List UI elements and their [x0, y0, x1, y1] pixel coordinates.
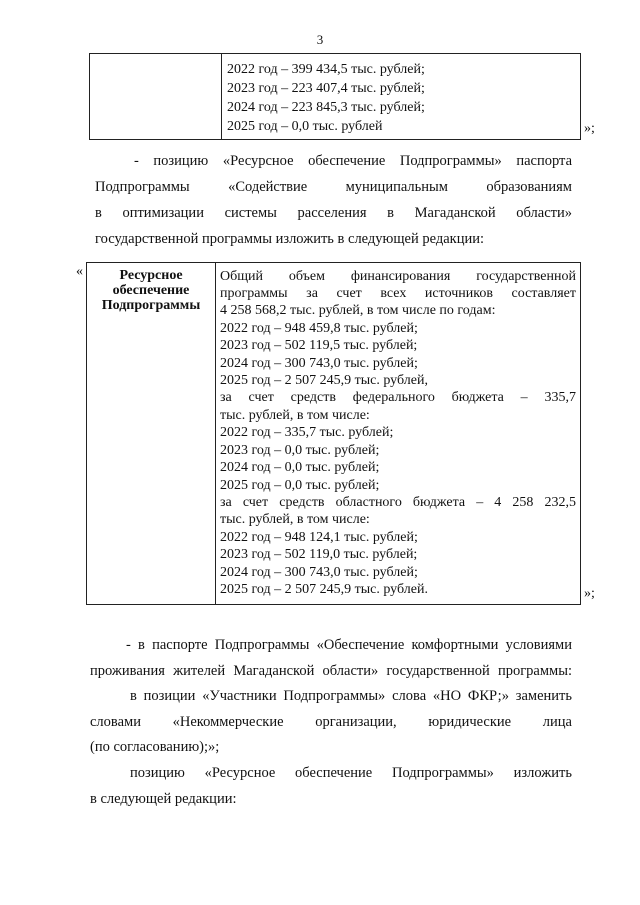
table2-line: 2025 год – 2 507 245,9 тыс. рублей.	[220, 582, 428, 597]
table1-left-cell	[89, 53, 222, 140]
table1-line: 2024 год – 223 845,3 тыс. рублей;	[227, 100, 425, 115]
paragraph-line: в оптимизации системы расселения в Магаданской области»	[95, 205, 572, 221]
table2-line: тыс. рублей, в том числе:	[220, 408, 370, 423]
table2-line: 2023 год – 0,0 тыс. рублей;	[220, 443, 380, 458]
table1-closing-quote: »;	[584, 121, 595, 136]
table2-line: 2024 год – 300 743,0 тыс. рублей;	[220, 356, 418, 371]
table2-line: Общий объем финансирования государственной	[220, 269, 576, 284]
paragraph-line: государственной программы изложить в следующей редакции:	[95, 231, 485, 247]
paragraph-line: - позицию «Ресурсное обеспечение Подпрограммы» паспорта	[134, 153, 572, 169]
table2-line: 2022 год – 335,7 тыс. рублей;	[220, 425, 394, 440]
table2-line: 2025 год – 2 507 245,9 тыс. рублей,	[220, 373, 428, 388]
table2-label-cell	[86, 262, 216, 605]
table2-opening-quote: «	[76, 264, 83, 279]
table2-line: 2024 год – 300 743,0 тыс. рублей;	[220, 565, 418, 580]
table2-value-cell	[215, 262, 581, 605]
paragraph-line: Подпрограммы «Содействие муниципальным образованиям	[95, 179, 572, 195]
table2-line: 2023 год – 502 119,0 тыс. рублей;	[220, 547, 418, 562]
table2-label-line: Ресурсное	[119, 268, 183, 283]
paragraph-line: в следующей редакции:	[90, 791, 237, 807]
paragraph-line: позицию «Ресурсное обеспечение Подпрограммы» изложить	[130, 765, 572, 781]
table2-closing-quote: »;	[584, 586, 595, 601]
table2-line: 2023 год – 502 119,5 тыс. рублей;	[220, 338, 418, 353]
paragraph-line: - в паспорте Подпрограммы «Обеспечение комфортными условиями	[126, 637, 572, 653]
table2-line: 2025 год – 0,0 тыс. рублей;	[220, 478, 380, 493]
table1-line: 2023 год – 223 407,4 тыс. рублей;	[227, 81, 425, 96]
table2-label-line: Подпрограммы	[101, 298, 201, 313]
paragraph-line: словами «Некоммерческие организации, юридические лица	[90, 714, 572, 730]
table1-right-cell	[221, 53, 581, 140]
table2-line: 2024 год – 0,0 тыс. рублей;	[220, 460, 380, 475]
table2-line: программы за счет всех источников составляет	[220, 286, 576, 301]
table1-line: 2022 год – 399 434,5 тыс. рублей;	[227, 62, 425, 77]
table2-line: 2022 год – 948 459,8 тыс. рублей;	[220, 321, 418, 336]
table2-label-line: обеспечение	[112, 283, 190, 298]
table2-line: 2022 год – 948 124,1 тыс. рублей;	[220, 530, 418, 545]
table2-line: 4 258 568,2 тыс. рублей, в том числе по годам:	[220, 303, 496, 318]
table2-line: тыс. рублей, в том числе:	[220, 512, 370, 527]
paragraph-line: (по согласованию);»;	[90, 739, 220, 755]
table1-line: 2025 год – 0,0 тыс. рублей	[227, 119, 383, 134]
page-number: 3	[316, 32, 324, 47]
paragraph-line: в позиции «Участники Подпрограммы» слова «НО ФКР;» заменить	[130, 688, 572, 704]
paragraph-line: проживания жителей Магаданской области» государственной программы:	[90, 663, 572, 679]
table2-line: за счет средств областного бюджета – 4 258 232,5	[220, 495, 576, 510]
table2-line: за счет средств федерального бюджета – 335,7	[220, 390, 576, 405]
